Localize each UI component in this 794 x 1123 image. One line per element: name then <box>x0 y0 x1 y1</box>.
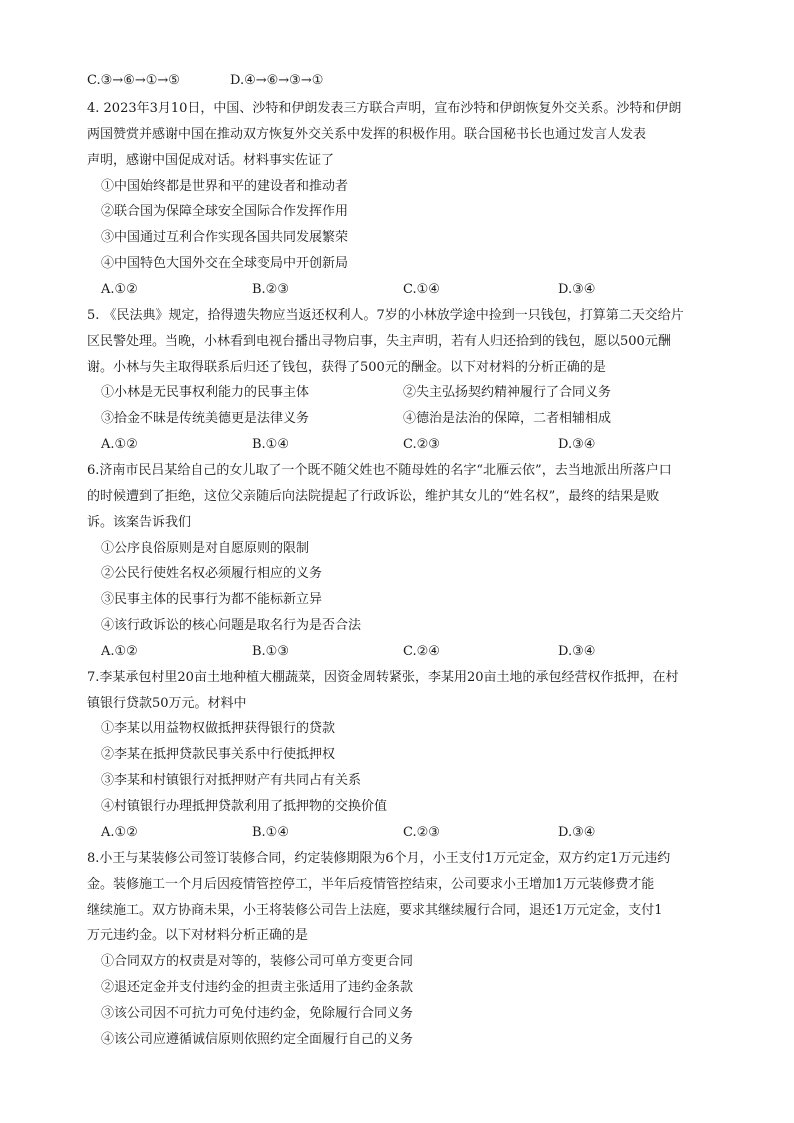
choice-b: B.②③ <box>252 282 289 297</box>
option-4: ④村镇银行办理抵押贷款利用了抵押物的交换价值 <box>101 799 388 814</box>
option-3: ③拾金不昧是传统美德更是法律义务 <box>101 411 310 426</box>
option-3: ③该公司因不可抗力可免付违约金，免除履行合同义务 <box>101 1006 414 1021</box>
option-2: ②李某在抵押贷款民事关系中行使抵押权 <box>101 747 336 762</box>
option-2: ②公民行使姓名权必须履行相应的义务 <box>101 566 323 581</box>
option-3: ③李某和村镇银行对抵押财产有共同占有关系 <box>101 773 362 788</box>
choice-a: A.①② <box>101 644 138 659</box>
option-1: ①小林是无民事权利能力的民事主体 <box>101 385 310 400</box>
option-4: ④该行政诉讼的核心问题是取名行为是否合法 <box>101 618 362 633</box>
choice-c: C.②③ <box>403 437 440 452</box>
option-3: ③民事主体的民事行为都不能标新立异 <box>101 592 323 607</box>
choice-a: A.①② <box>101 437 138 452</box>
option-3: ③中国通过互利合作实现各国共同发展繁荣 <box>101 230 349 245</box>
choice-c: C.②④ <box>403 644 440 659</box>
question-stem-line: 7.李某承包村里20亩土地种植大棚蔬菜，因资金周转紧张，李某用20亩土地的承包经营权作抵押，在村 <box>87 670 679 685</box>
option-4: ④德治是法治的保障，二者相辅相成 <box>403 411 612 426</box>
question-stem-line: 4. 2023年3月10日，中国、沙特和伊朗发表三方联合声明，宣布沙特和伊朗恢复外交关系。沙特和伊朗 <box>87 101 682 116</box>
option-4: ④中国特色大国外交在全球变局中开创新局 <box>101 256 349 271</box>
choice-d: D.③④ <box>558 644 596 659</box>
question-stem-line: 万元违约金。以下对材料分析正确的是 <box>87 928 309 943</box>
option-2: ②退还定金并支付违约金的担责主张适用了违约金条款 <box>101 980 414 995</box>
choice-c: C.③→⑥→①→⑤ <box>87 73 180 88</box>
choice-d: D.③④ <box>558 437 596 452</box>
question-stem-line: 区民警处理。当晚，小林看到电视台播出寻物启事，失主声明，若有人归还拾到的钱包，愿以500元酬 <box>87 334 671 349</box>
choice-a: A.①② <box>101 825 138 840</box>
choice-b: B.①③ <box>252 644 289 659</box>
choice-b: B.①④ <box>252 437 289 452</box>
choice-a: A.①② <box>101 282 138 297</box>
question-stem-line: 8.小王与某装修公司签订装修合同，约定装修期限为6个月，小王支付1万元定金，双方约定1万元违约 <box>87 851 671 866</box>
choice-c: C.②③ <box>403 825 440 840</box>
question-stem-line: 两国赞赏并感谢中国在推动双方恢复外交关系中发挥的积极作用。联合国秘书长也通过发言人发表 <box>87 127 647 142</box>
question-stem-line: 镇银行贷款50万元。材料中 <box>87 696 247 711</box>
question-stem-line: 金。装修施工一个月后因疫情管控停工，半年后疫情管控结束，公司要求小王增加1万元装修费才能 <box>87 877 655 892</box>
option-1: ①李某以用益物权做抵押获得银行的贷款 <box>101 721 336 736</box>
option-4: ④该公司应遵循诚信原则依照约定全面履行自己的义务 <box>101 1032 414 1047</box>
choice-c: C.①④ <box>403 282 440 297</box>
option-1: ①中国始终都是世界和平的建设者和推动者 <box>101 179 349 194</box>
choice-d: D.③④ <box>558 825 596 840</box>
choice-d: D.③④ <box>558 282 596 297</box>
question-stem-line: 继续施工。双方协商未果，小王将装修公司告上法庭，要求其继续履行合同，退还1万元定金，支付1 <box>87 903 663 918</box>
option-2: ②联合国为保障全球安全国际合作发挥作用 <box>101 204 349 219</box>
question-stem-line: 谢。小林与失主取得联系后归还了钱包，获得了500元的酬金。以下对材料的分析正确的是 <box>87 360 606 375</box>
question-stem-line: 诉。该案告诉我们 <box>87 515 192 530</box>
option-2: ②失主弘扬契约精神履行了合同义务 <box>403 385 612 400</box>
choice-b: B.①④ <box>252 825 289 840</box>
option-1: ①合同双方的权责是对等的，装修公司可单方变更合同 <box>101 954 414 969</box>
question-stem-line: 5. 《民法典》规定，拾得遗失物应当返还权利人。7岁的小林放学途中捡到一只钱包，打算第二天交给片 <box>87 308 684 323</box>
question-stem-line: 的时候遭到了拒绝，这位父亲随后向法院提起了行政诉讼，维护其女儿的“姓名权”，最终的结果是败 <box>87 489 660 504</box>
option-1: ①公序良俗原则是对自愿原则的限制 <box>101 541 310 556</box>
question-stem-line: 声明，感谢中国促成对话。材料事实佐证了 <box>87 153 335 168</box>
choice-d: D.④→⑥→③→① <box>230 73 324 88</box>
question-stem-line: 6.济南市民吕某给自己的女儿取了一个既不随父姓也不随母姓的名字“北雁云依”，去当地派出所落户口 <box>87 463 672 478</box>
